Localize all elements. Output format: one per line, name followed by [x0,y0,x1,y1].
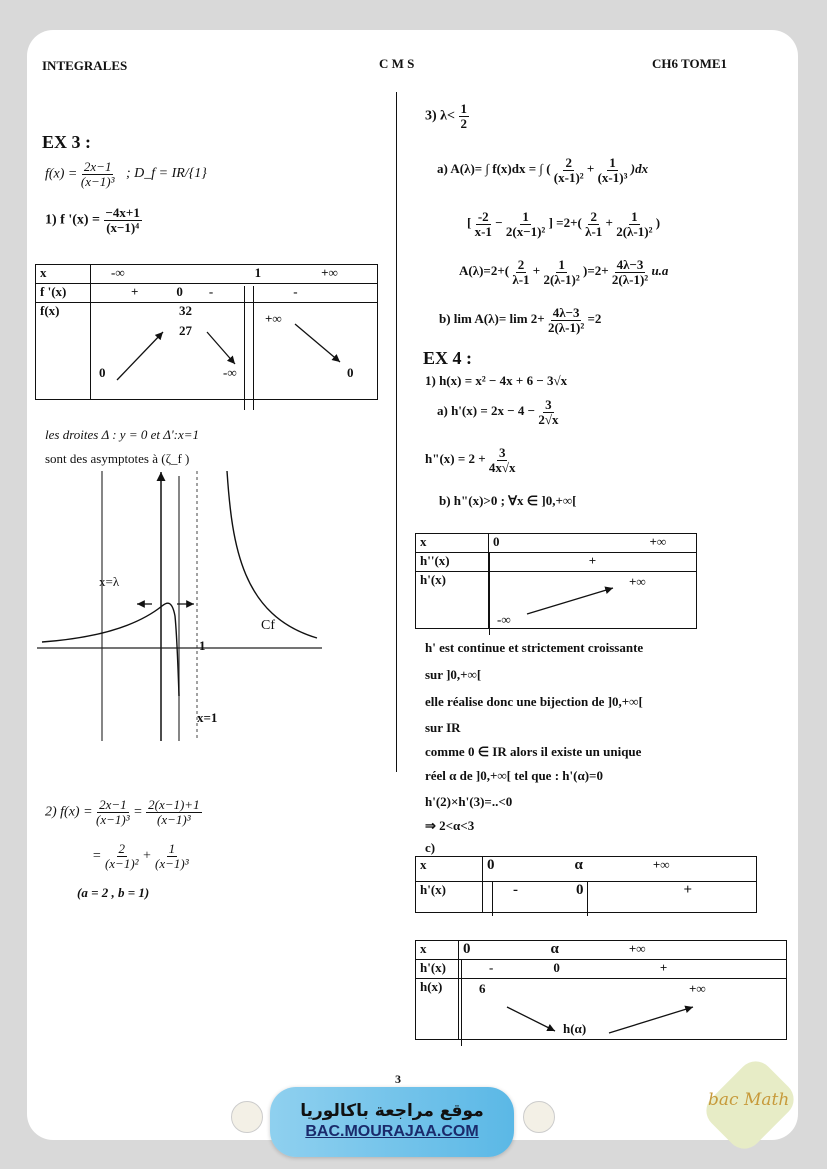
left-logo-icon [231,1101,263,1133]
text-line-9: c) [425,840,436,855]
a-line: a) A(λ)= ∫ f(x)dx = ∫ ( $\frac{2}{\text{(x-1)²}}$ + $\frac{1}{\text{(x-1)³}}$ )dx [437,155,649,185]
asymptote-line1: les droites Δ : y = 0 et Δ':x=1 [45,427,200,442]
page-number: 3 [395,1072,401,1086]
document-page [27,30,798,1140]
hprime-definition: a) h'(x) = 2x − 4 − $\frac{3}{2√x}$ [437,397,559,427]
text-line-8: ⇒ 2<α<3 [425,818,475,833]
header-right: CH6 TOME1 [652,56,728,71]
site-banner[interactable] [270,1087,514,1157]
variation-table-hprime: x 0 +∞ h''(x) + h'(x) +∞ -∞ [415,533,697,629]
fprime-definition: 1) f '(x) = $\frac{-4x+1}{\text{(x−1)⁴}}$ [45,205,140,235]
q3: 3) λ< $\frac{1}{2}$ [425,101,468,131]
hsecond-definition: h"(x) = 2 + $\frac{3}{4x√x}$ [425,445,516,475]
function-graph [37,466,322,746]
variation-arrows [35,264,378,414]
h-definition: 1) h(x) = x² − 4x + 6 − 3√x [425,373,568,388]
column-divider [396,92,397,772]
text-line-3: elle réalise donc une bijection de ]0,+∞[ [425,694,643,709]
graph-label-x1: x=1 [197,710,218,725]
q2-line2: = $\frac{2}{\text{(x−1)²}}$ + $\frac{1}{\text{(x−1)³}}$ [92,841,189,871]
banner-url-link[interactable]: BAC.MOURAJAA.COM [305,1123,479,1140]
header-left: INTEGRALES [42,58,128,73]
sign-table-hprime: x 0 α +∞ h'(x) - 0 + [415,856,757,913]
header-center: C M S [379,56,415,71]
ex3-title: EX 3 : [42,132,91,152]
text-line-4: sur IR [425,720,461,735]
variation-table-h: x 0 α +∞ h'(x) - 0 + h(x) 6 +∞ h(α) [415,940,787,1040]
q2-line1: 2) f(x) = $\frac{2x-1}{\text{(x−1)³}}$ = $\frac{2(x-1)+1}{\text{(x−1)³}}$ [45,797,200,827]
bacmath-logo-text: bac Math [708,1090,790,1110]
lim-line: b) lim A(λ)= lim 2+ $\frac{4\lambda-3}{\text{2(λ-1)²}}$ =2 [439,305,602,335]
hprime-arrow [523,580,623,620]
text-line-1: h' est continue et strictement croissante [425,640,644,655]
text-line-7: h'(2)×h'(3)=..<0 [425,794,513,809]
graph-label-cf: Cf [261,618,275,633]
text-line-2: sur ]0,+∞[ [425,667,482,682]
f-definition: f(x) = $\frac{2x-1}{\text{(x−1)³}}$ ; D_f = IR/{1} [45,159,207,189]
h-arrows [497,995,727,1045]
text-line-6: réel α de ]0,+∞[ tel que : h'(α)=0 [425,768,603,783]
c-line: A(λ)=2+( $\frac{2}{\lambda-1}$ + $\frac{1}{\text{2(λ-1)²}}$ )=2+ $\frac{4\lambda-3}{\text{2(λ-1)²}}$ u.a [459,257,669,287]
b-line: [ $\frac{-2}{x-1}$ − $\frac{1}{\text{2(x−1)²}}$ ] =2+( $\frac{2}{\lambda-1}$ + $\frac{1}{\text{2(λ-1)²}}$ ) [467,209,661,239]
graph-label-xlambda: x=λ [99,574,120,589]
variation-table-f: x -∞ 1 +∞ f '(x) + 0 - - f(x) 0 32 27 -∞ +∞ 0 [35,264,378,400]
right-logo-icon [523,1101,555,1133]
asymptote-line2: sont des asymptotes à (ζ_f ) [45,451,190,466]
graph-label-one: 1 [199,638,206,653]
text-line-5: comme 0 ∈ IR alors il existe un unique [425,744,642,759]
ex4-title: EX 4 : [423,348,472,368]
banner-arabic-text: موقع مراجعة باكالوريا [300,1101,484,1121]
hsecond-positive: b) h"(x)>0 ; ∀x ∈ ]0,+∞[ [439,493,577,508]
q2-ab: (a = 2 , b = 1) [77,885,150,900]
